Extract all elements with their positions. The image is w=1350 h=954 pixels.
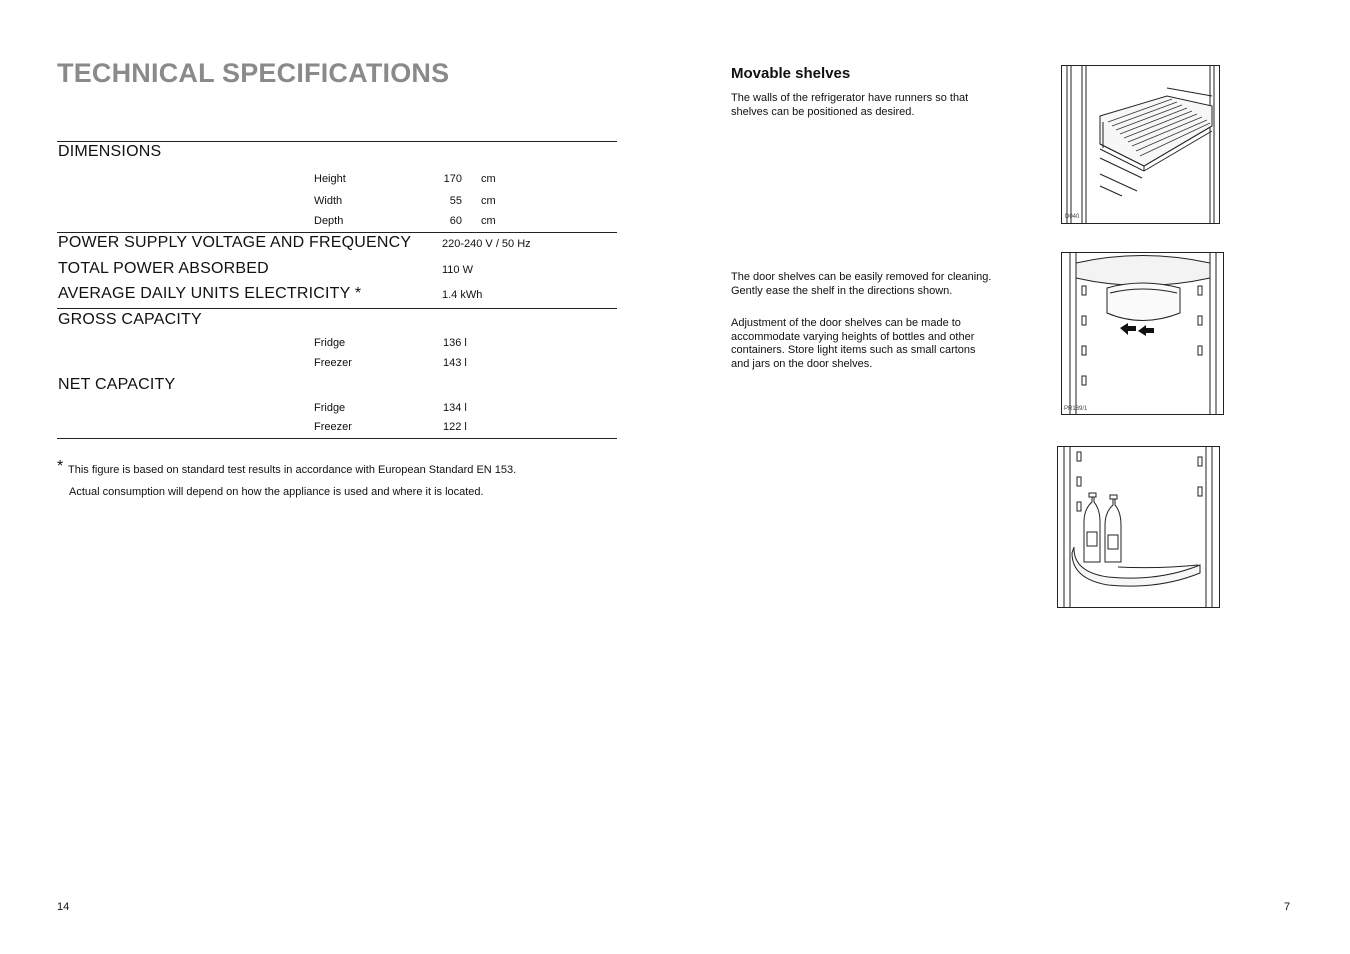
width-value: 55: [449, 195, 462, 207]
daily-units-heading: AVERAGE DAILY UNITS ELECTRICITY *: [58, 285, 362, 302]
figure-code-d040: D040: [1065, 214, 1080, 220]
net-freezer-label: Freezer: [314, 421, 352, 433]
page-number-left: 14: [57, 901, 70, 913]
movable-shelves-heading: Movable shelves: [731, 65, 851, 82]
net-freezer-value: 122 l: [443, 421, 467, 433]
width-label: Width: [314, 195, 343, 207]
gross-freezer-value: 143 l: [443, 357, 467, 369]
page-title: TECHNICAL SPECIFICATIONS: [57, 58, 450, 88]
depth-unit: cm: [481, 215, 496, 227]
footnote-line2: Actual consumption will depend on how the appliance is used and where it is located.: [69, 486, 484, 498]
gross-freezer-label: Freezer: [314, 357, 352, 369]
footnote-marker: *: [57, 458, 64, 475]
total-power-heading: TOTAL POWER ABSORBED: [58, 260, 269, 277]
door-shelf-removal-illustration: [1062, 253, 1223, 414]
door-bottles-illustration: [1058, 447, 1219, 607]
footnote-line1: This figure is based on standard test results in accordance with European Standard EN 153.: [68, 464, 517, 476]
shelf-runners-figure: [1061, 65, 1220, 224]
net-fridge-label: Fridge: [314, 402, 346, 414]
gross-fridge-label: Fridge: [314, 337, 346, 349]
gross-capacity-heading: GROSS CAPACITY: [58, 311, 202, 328]
figure-code-pr189: PR189/1: [1064, 406, 1088, 412]
divider: [57, 438, 617, 439]
power-supply-heading: POWER SUPPLY VOLTAGE AND FREQUENCY: [58, 234, 412, 251]
height-label: Height: [314, 173, 346, 185]
runners-paragraph: The walls of the refrigerator have runners so that shelves can be positioned as desired.: [731, 92, 969, 118]
divider: [57, 308, 617, 309]
net-capacity-heading: NET CAPACITY: [58, 376, 176, 393]
height-value: 170: [443, 173, 462, 185]
divider: [57, 141, 617, 142]
depth-label: Depth: [314, 215, 344, 227]
divider: [57, 232, 617, 233]
shelf-runners-illustration: [1062, 66, 1219, 223]
width-unit: cm: [481, 195, 496, 207]
height-unit: cm: [481, 173, 496, 185]
total-power-value: 110 W: [442, 264, 473, 276]
page-number-right: 7: [1284, 901, 1291, 913]
adjustment-paragraph: Adjustment of the door shelves can be made to accommodate varying heights of bottles and other containers. Store light items such as small cartons and jars on the door shelves.: [731, 317, 976, 370]
dimensions-heading: DIMENSIONS: [58, 143, 162, 160]
net-fridge-value: 134 l: [443, 402, 467, 414]
gross-fridge-value: 136 l: [443, 337, 467, 349]
door-bottles-figure: [1057, 446, 1220, 608]
left-arrow-icon: [1120, 323, 1136, 335]
power-supply-value: 220-240 V / 50 Hz: [442, 238, 531, 250]
depth-value: 60: [449, 215, 462, 227]
door-shelf-removal-figure: [1061, 252, 1224, 415]
daily-units-value: 1.4 kWh: [442, 289, 483, 301]
door-shelves-paragraph: The door shelves can be easily removed for cleaning. Gently ease the shelf in the directions shown.: [731, 271, 992, 297]
